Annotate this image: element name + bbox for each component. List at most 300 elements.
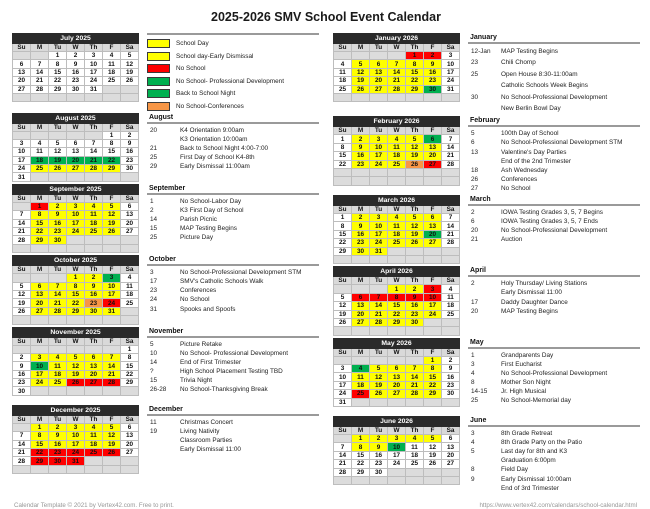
day-cell: 23 xyxy=(67,77,85,85)
day-cell: 3 xyxy=(85,52,103,60)
empty-cell xyxy=(121,387,139,395)
calendar-october-2025 xyxy=(12,255,139,324)
events-february-2026 xyxy=(468,116,640,193)
event-date: 23 xyxy=(150,287,158,295)
day-cell: 27 xyxy=(67,165,85,173)
day-cell: 17 xyxy=(370,230,388,238)
empty-cell xyxy=(67,345,85,353)
event-row xyxy=(147,376,319,385)
day-cell: 2 xyxy=(352,214,370,222)
day-cell: 17 xyxy=(442,68,460,76)
day-cell: 14 xyxy=(442,143,460,151)
empty-cell xyxy=(442,177,460,185)
day-cell: 24 xyxy=(13,165,31,173)
event-row xyxy=(468,475,640,484)
event-text: End of First Trimester xyxy=(180,358,242,366)
month-header: June 2026 xyxy=(334,417,460,427)
legend-item xyxy=(147,39,319,48)
no-school-swatch xyxy=(147,64,170,73)
weekday-header: M xyxy=(352,206,370,214)
weekday-header: Su xyxy=(13,44,31,52)
event-date: 25 xyxy=(150,234,158,242)
event-text: No School xyxy=(180,296,210,304)
weekday-header: W xyxy=(67,44,85,52)
empty-cell xyxy=(334,435,352,443)
day-cell: 4 xyxy=(103,52,121,60)
day-cell: 14 xyxy=(388,68,406,76)
event-row xyxy=(147,215,319,224)
empty-cell xyxy=(406,398,424,406)
day-cell: 30 xyxy=(49,457,67,465)
empty-cell xyxy=(121,236,139,244)
weekday-header: Sa xyxy=(121,337,139,345)
event-date: 1 xyxy=(471,351,475,359)
month-block-october-2025 xyxy=(12,255,319,324)
weekday-header: Sa xyxy=(121,44,139,52)
weekday-header: Su xyxy=(334,206,352,214)
day-cell: 25 xyxy=(352,390,370,398)
day-cell: 11 xyxy=(352,373,370,381)
event-text: High School Placement Testing TBD xyxy=(180,367,283,375)
event-text: Early Dismissal 11:00am xyxy=(180,162,250,170)
event-row xyxy=(468,208,640,217)
day-cell: 11 xyxy=(388,222,406,230)
day-cell: 31 xyxy=(334,398,352,406)
weekday-header: M xyxy=(31,123,49,131)
event-date: 6 xyxy=(471,218,475,226)
event-text: Ash Wednesday xyxy=(501,166,548,174)
page-title: 2025-2026 SMV School Event Calendar xyxy=(211,10,441,24)
weekday-header: F xyxy=(103,266,121,274)
day-cell: 21 xyxy=(31,77,49,85)
event-date: 29 xyxy=(150,162,158,170)
day-cell: 27 xyxy=(370,85,388,93)
weekday-header: M xyxy=(31,337,49,345)
day-cell: 4 xyxy=(85,423,103,431)
day-cell: 17 xyxy=(103,290,121,298)
empty-cell xyxy=(406,468,424,476)
day-cell: 22 xyxy=(334,239,352,247)
day-cell: 15 xyxy=(424,373,442,381)
event-text: New Berlin Bowl Day xyxy=(501,104,561,112)
day-cell: 4 xyxy=(352,365,370,373)
event-text: Picture Retake xyxy=(180,340,222,348)
month-block-june-2026 xyxy=(333,416,640,493)
empty-cell xyxy=(13,423,31,431)
weekday-header: Sa xyxy=(442,127,460,135)
event-text: No School-Professional Development xyxy=(501,227,608,235)
event-date: 26 xyxy=(471,175,479,183)
day-cell: 20 xyxy=(13,77,31,85)
event-row xyxy=(468,307,640,316)
weekday-header: W xyxy=(388,44,406,52)
weekday-header: Th xyxy=(406,427,424,435)
day-cell: 10 xyxy=(103,282,121,290)
empty-cell xyxy=(352,255,370,263)
day-cell: 3 xyxy=(67,202,85,210)
day-cell: 22 xyxy=(334,160,352,168)
events-january-2026 xyxy=(468,33,640,114)
day-cell: 8 xyxy=(388,293,406,301)
day-cell: 21 xyxy=(13,449,31,457)
day-cell: 12 xyxy=(352,68,370,76)
event-text: Mother Son Night xyxy=(501,378,551,386)
empty-cell xyxy=(388,476,406,484)
empty-cell xyxy=(442,255,460,263)
day-cell: 14 xyxy=(442,222,460,230)
day-cell: 17 xyxy=(67,440,85,448)
event-date: 18 xyxy=(471,166,479,174)
empty-cell xyxy=(31,316,49,324)
day-cell: 21 xyxy=(406,381,424,389)
empty-cell xyxy=(352,476,370,484)
empty-cell xyxy=(103,93,121,101)
day-cell: 27 xyxy=(85,379,103,387)
day-cell: 30 xyxy=(424,85,442,93)
day-cell: 28 xyxy=(388,85,406,93)
empty-cell xyxy=(352,285,370,293)
day-cell: 27 xyxy=(121,449,139,457)
calendar-november-2025 xyxy=(12,327,139,396)
empty-cell xyxy=(67,131,85,139)
day-cell: 20 xyxy=(31,299,49,307)
events-april-2026 xyxy=(468,266,640,335)
day-cell: 7 xyxy=(442,214,460,222)
weekday-header: W xyxy=(67,415,85,423)
events-month-title: December xyxy=(147,405,319,416)
empty-cell xyxy=(103,465,121,473)
event-text: First Eucharist xyxy=(501,360,542,368)
legend-label: No School xyxy=(176,65,206,72)
empty-cell xyxy=(103,316,121,324)
empty-cell xyxy=(121,316,139,324)
day-cell: 31 xyxy=(67,457,85,465)
event-text: No School- Professional Development xyxy=(180,349,288,357)
day-cell: 11 xyxy=(121,282,139,290)
event-date: 6 xyxy=(471,139,475,147)
empty-cell xyxy=(31,52,49,60)
day-cell: 15 xyxy=(67,290,85,298)
event-row xyxy=(468,396,640,405)
day-cell: 17 xyxy=(67,219,85,227)
legend xyxy=(147,33,319,111)
weekday-header: W xyxy=(67,123,85,131)
event-row xyxy=(147,445,319,454)
calendar-january-2026 xyxy=(333,33,460,102)
empty-cell xyxy=(85,93,103,101)
day-cell: 7 xyxy=(13,211,31,219)
day-cell: 6 xyxy=(370,60,388,68)
event-row xyxy=(147,144,319,153)
empty-cell xyxy=(442,398,460,406)
day-cell: 6 xyxy=(121,202,139,210)
day-cell: 29 xyxy=(334,247,352,255)
legend-item xyxy=(147,77,319,86)
day-cell: 6 xyxy=(13,60,31,68)
day-cell: 29 xyxy=(352,468,370,476)
event-row xyxy=(468,57,640,68)
event-row xyxy=(468,438,640,447)
day-cell: 2 xyxy=(85,274,103,282)
empty-cell xyxy=(352,93,370,101)
month-header: August 2025 xyxy=(13,113,139,123)
legend-label: No School-Conferences xyxy=(176,102,244,110)
weekday-header: Tu xyxy=(370,348,388,356)
weekday-header: Su xyxy=(13,194,31,202)
event-date: 1 xyxy=(150,197,154,205)
legend-item xyxy=(147,52,319,61)
day-cell: 25 xyxy=(334,85,352,93)
empty-cell xyxy=(424,255,442,263)
weekday-header: Sa xyxy=(442,427,460,435)
event-date: 5 xyxy=(150,340,154,348)
event-text: Living Nativity xyxy=(180,427,220,435)
day-cell: 19 xyxy=(370,381,388,389)
month-header: May 2026 xyxy=(334,338,460,348)
event-row xyxy=(468,175,640,184)
day-cell: 6 xyxy=(442,435,460,443)
events-month-title: May xyxy=(468,338,640,349)
event-row xyxy=(147,197,319,206)
weekday-header: M xyxy=(31,266,49,274)
professional-development-swatch xyxy=(147,77,170,86)
empty-cell xyxy=(424,93,442,101)
day-cell: 31 xyxy=(370,247,388,255)
footer xyxy=(12,502,640,509)
day-cell: 22 xyxy=(67,299,85,307)
empty-cell xyxy=(31,387,49,395)
day-cell: 9 xyxy=(49,432,67,440)
empty-cell xyxy=(67,316,85,324)
day-cell: 28 xyxy=(49,307,67,315)
empty-cell xyxy=(85,465,103,473)
day-cell: 1 xyxy=(121,345,139,353)
day-cell: 4 xyxy=(388,214,406,222)
empty-cell xyxy=(442,468,460,476)
day-cell: 20 xyxy=(442,451,460,459)
weekday-header: Th xyxy=(406,44,424,52)
day-cell: 19 xyxy=(352,77,370,85)
day-cell: 18 xyxy=(49,370,67,378)
event-date xyxy=(468,456,501,465)
event-row xyxy=(468,129,640,138)
day-cell: 13 xyxy=(31,290,49,298)
day-cell: 26 xyxy=(67,379,85,387)
footer-copyright: Calendar Template © 2021 by Vertex42.com. Free to print. xyxy=(14,501,174,509)
event-date: 17 xyxy=(471,298,479,306)
event-row xyxy=(468,279,640,288)
day-cell: 5 xyxy=(103,423,121,431)
day-cell: 27 xyxy=(31,307,49,315)
weekday-header: Su xyxy=(13,266,31,274)
empty-cell xyxy=(406,476,424,484)
day-cell: 2 xyxy=(49,423,67,431)
weekday-header: F xyxy=(424,348,442,356)
empty-cell xyxy=(406,93,424,101)
day-cell: 6 xyxy=(121,423,139,431)
day-cell: 24 xyxy=(424,310,442,318)
weekday-header: Sa xyxy=(442,348,460,356)
event-date: 8 xyxy=(471,466,475,474)
legend-item xyxy=(147,64,319,73)
day-cell: 28 xyxy=(442,160,460,168)
event-text: K4 Orientation 9:00am xyxy=(180,126,244,134)
weekday-header: Th xyxy=(406,277,424,285)
weekday-header: Th xyxy=(85,194,103,202)
legend-label: School Day xyxy=(176,40,209,47)
day-cell: 4 xyxy=(406,435,424,443)
month-header: February 2026 xyxy=(334,117,460,127)
day-cell: 26 xyxy=(49,165,67,173)
event-row xyxy=(147,126,319,135)
day-cell: 7 xyxy=(103,353,121,361)
day-cell: 27 xyxy=(352,318,370,326)
event-date: ? xyxy=(150,367,154,375)
weekday-header: Sa xyxy=(442,206,460,214)
month-block-february-2026 xyxy=(333,116,640,193)
day-cell: 8 xyxy=(31,432,49,440)
day-cell: 12 xyxy=(49,148,67,156)
day-cell: 24 xyxy=(370,239,388,247)
day-cell: 15 xyxy=(334,230,352,238)
empty-cell xyxy=(103,345,121,353)
weekday-header: Tu xyxy=(49,194,67,202)
day-cell: 29 xyxy=(31,457,49,465)
day-cell: 8 xyxy=(334,143,352,151)
day-cell: 11 xyxy=(334,68,352,76)
event-row xyxy=(468,465,640,474)
day-cell: 3 xyxy=(424,285,442,293)
day-cell: 16 xyxy=(85,290,103,298)
day-cell: 29 xyxy=(31,236,49,244)
day-cell: 27 xyxy=(424,160,442,168)
events-may-2026 xyxy=(468,338,640,407)
day-cell: 26 xyxy=(13,307,31,315)
event-text: Christmas Concert xyxy=(180,418,233,426)
day-cell: 23 xyxy=(49,449,67,457)
month-block-may-2026 xyxy=(333,338,640,407)
event-text: Field Day xyxy=(501,466,528,474)
day-cell: 27 xyxy=(424,239,442,247)
events-november-2025 xyxy=(147,327,319,396)
empty-cell xyxy=(103,244,121,252)
weekday-header: F xyxy=(103,337,121,345)
event-row xyxy=(147,277,319,286)
event-date: 11 xyxy=(150,418,157,426)
day-cell: 3 xyxy=(13,139,31,147)
day-cell: 11 xyxy=(388,143,406,151)
empty-cell xyxy=(424,398,442,406)
empty-cell xyxy=(31,93,49,101)
empty-cell xyxy=(85,345,103,353)
day-cell: 17 xyxy=(85,68,103,76)
day-cell: 10 xyxy=(31,362,49,370)
empty-cell xyxy=(49,274,67,282)
event-text: Early Dismissal 10:00am xyxy=(501,475,572,483)
calendar-grid xyxy=(12,33,640,493)
empty-cell xyxy=(388,177,406,185)
event-row xyxy=(147,436,319,445)
empty-cell xyxy=(406,247,424,255)
event-date: 14 xyxy=(150,216,158,224)
weekday-header: Tu xyxy=(49,44,67,52)
event-text: IOWA Testing Grades 3, 5, 7 Begins xyxy=(501,209,603,216)
day-cell: 21 xyxy=(334,460,352,468)
empty-cell xyxy=(67,173,85,181)
event-date: 13 xyxy=(471,148,479,156)
event-text: No School-Labor Day xyxy=(180,197,242,205)
day-cell: 6 xyxy=(424,214,442,222)
empty-cell xyxy=(406,356,424,364)
day-cell: 9 xyxy=(49,211,67,219)
event-date: 2 xyxy=(471,209,475,216)
empty-cell xyxy=(334,177,352,185)
day-cell: 25 xyxy=(388,160,406,168)
day-cell: 23 xyxy=(352,239,370,247)
event-date xyxy=(147,135,180,144)
day-cell: 22 xyxy=(103,156,121,164)
month-block-august-2025 xyxy=(12,113,319,182)
day-cell: 22 xyxy=(352,460,370,468)
event-row xyxy=(468,298,640,307)
event-date: 10 xyxy=(150,349,158,357)
event-date: 14 xyxy=(150,358,158,366)
weekday-header: M xyxy=(31,415,49,423)
day-cell: 23 xyxy=(352,160,370,168)
empty-cell xyxy=(334,168,352,176)
empty-cell xyxy=(49,244,67,252)
weekday-header: W xyxy=(67,337,85,345)
event-row xyxy=(147,418,319,427)
weekday-header: Th xyxy=(85,44,103,52)
day-cell: 16 xyxy=(406,302,424,310)
day-cell: 9 xyxy=(352,222,370,230)
empty-cell xyxy=(334,93,352,101)
day-cell: 2 xyxy=(352,135,370,143)
empty-cell xyxy=(49,465,67,473)
day-cell: 16 xyxy=(442,373,460,381)
event-date xyxy=(468,484,501,493)
day-cell: 30 xyxy=(121,165,139,173)
empty-cell xyxy=(424,476,442,484)
day-cell: 19 xyxy=(67,370,85,378)
empty-cell xyxy=(370,255,388,263)
event-text: Spooks and Spoofs xyxy=(180,305,236,313)
day-cell: 7 xyxy=(85,139,103,147)
weekday-header: Su xyxy=(13,337,31,345)
event-row xyxy=(147,305,319,314)
day-cell: 6 xyxy=(424,135,442,143)
day-cell: 19 xyxy=(121,68,139,76)
day-cell: 4 xyxy=(49,353,67,361)
event-date xyxy=(147,445,180,454)
day-cell: 19 xyxy=(424,451,442,459)
day-cell: 8 xyxy=(103,139,121,147)
day-cell: 11 xyxy=(85,211,103,219)
day-cell: 30 xyxy=(370,468,388,476)
empty-cell xyxy=(121,85,139,93)
empty-cell xyxy=(406,177,424,185)
events-month-title: October xyxy=(147,255,319,266)
weekday-header: M xyxy=(31,44,49,52)
day-cell: 19 xyxy=(49,156,67,164)
empty-cell xyxy=(85,316,103,324)
calendar-august-2025 xyxy=(12,113,139,182)
day-cell: 13 xyxy=(424,222,442,230)
day-cell: 18 xyxy=(442,302,460,310)
event-text: Last day for 8th and K3 xyxy=(501,448,568,456)
day-cell: 4 xyxy=(388,135,406,143)
